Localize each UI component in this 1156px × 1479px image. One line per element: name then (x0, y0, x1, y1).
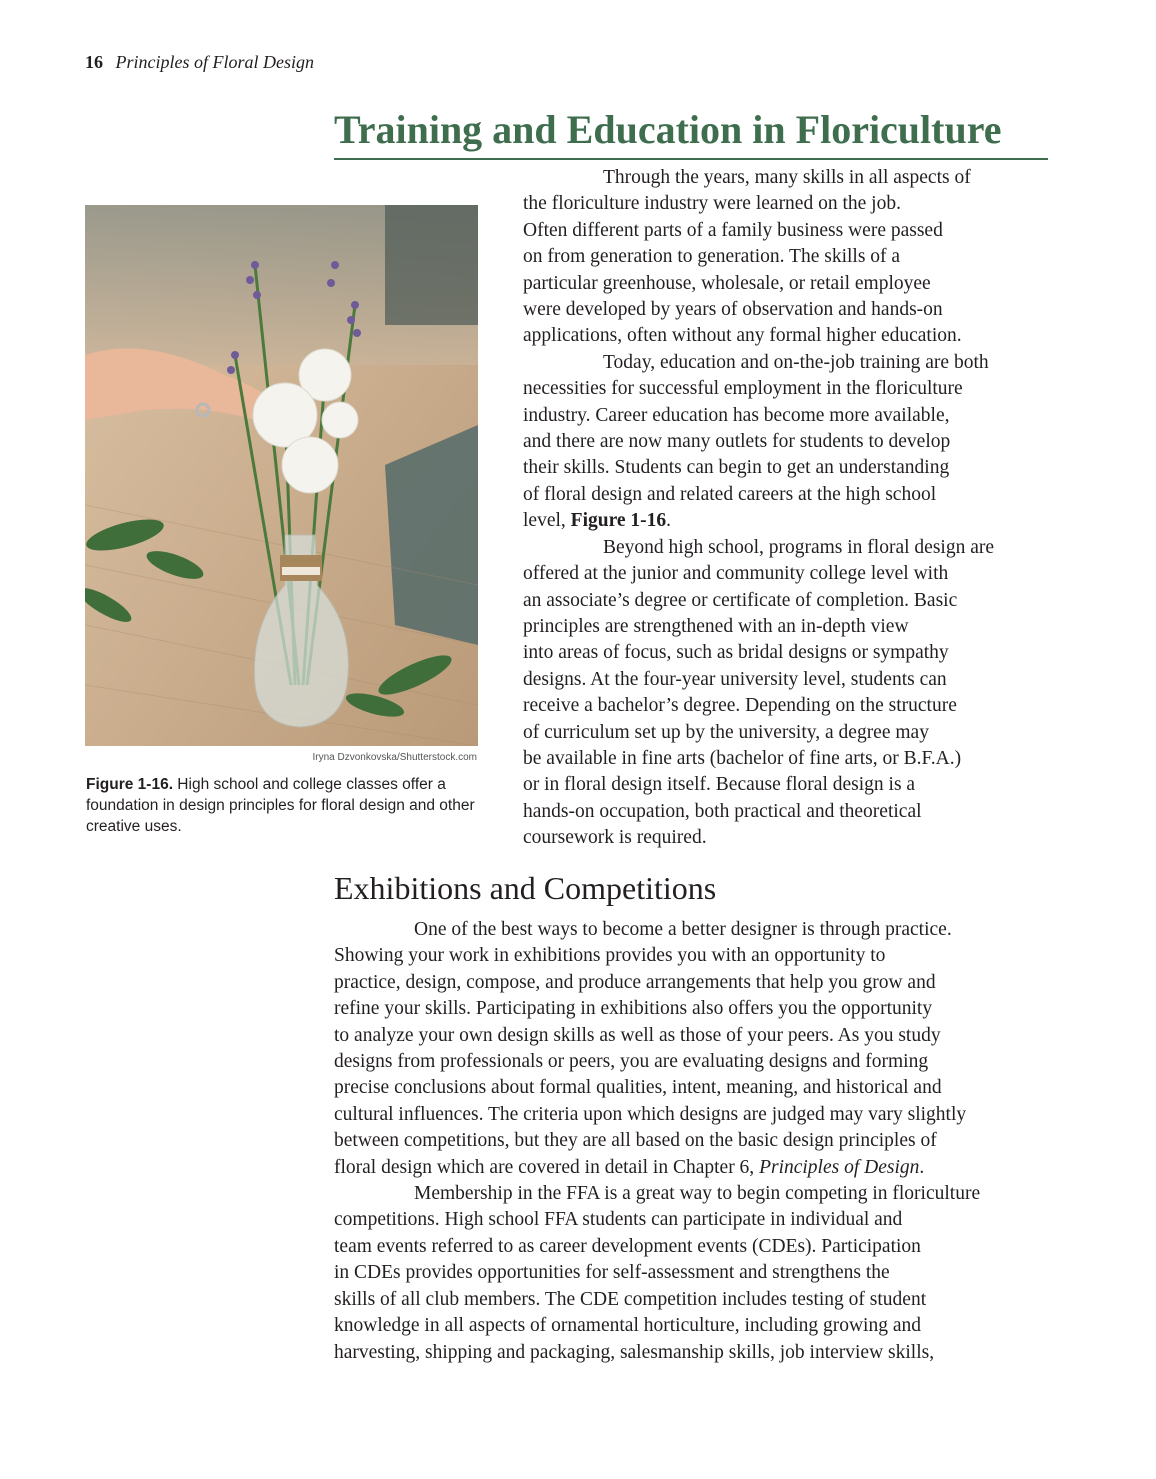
text-line: to analyze your own design skills as well as those of your peers. As you study (334, 1024, 941, 1046)
text-fragment: floral design which are covered in detail in Chapter 6, (334, 1156, 760, 1178)
text-line: hands-on occupation, both practical and theoretical (523, 800, 922, 822)
section2-body (334, 917, 1054, 1366)
text-line: knowledge in all aspects of ornamental horticulture, including growing and (334, 1315, 922, 1337)
text-line: or in floral design itself. Because floral design is a (523, 774, 916, 796)
text-line: particular greenhouse, wholesale, or retail employee (523, 272, 931, 294)
section2-paragraph-2 (334, 1181, 1054, 1366)
page-number: 16 (85, 52, 103, 72)
text-line: refine your skills. Participating in exhibitions also offers you the opportunity (334, 998, 933, 1020)
text-line: Through the years, many skills in all aspects of (603, 167, 971, 188)
text-line: applications, often without any formal higher education. (523, 325, 962, 347)
figure-photo-flowers-in-vase (85, 205, 478, 746)
text-line: principles are strengthened with an in-depth view (523, 615, 909, 637)
text-line: an associate’s degree or certificate of completion. Basic (523, 589, 958, 611)
text-line: were developed by years of observation and hands-on (523, 299, 943, 321)
text-line: cultural influences. The criteria upon which designs are judged may vary slightly (334, 1103, 967, 1125)
text-line: precise conclusions about formal qualities, intent, meaning, and historical and (334, 1077, 942, 1099)
text-line: their skills. Students can begin to get an understanding (523, 457, 950, 479)
photo-credit: Iryna Dzvonkovska/Shutterstock.com (312, 752, 477, 763)
text-line: team events referred to as career development events (CDEs). Participation (334, 1235, 921, 1257)
section2-paragraph-1 (334, 917, 1054, 1181)
running-head (85, 50, 314, 74)
text-line: coursework is required. (523, 827, 707, 849)
text-line: of floral design and related careers at the high school (523, 483, 937, 505)
text-line: industry. Career education has become more available, (523, 404, 950, 426)
text-line: be available in fine arts (bachelor of fine arts, or B.F.A.) (523, 747, 962, 769)
text-line: between competitions, but they are all based on the basic design principles of (334, 1130, 937, 1152)
text-fragment: . (666, 510, 672, 532)
text-line (523, 508, 1053, 534)
text-fragment: . (919, 1156, 925, 1178)
text-fragment: level, (523, 510, 571, 532)
text-line (334, 1155, 1054, 1181)
text-line: designs. At the four-year university level, students can (523, 668, 947, 690)
text-line: One of the best ways to become a better designer is through practice. (414, 919, 952, 940)
section-heading: Exhibitions and Competitions (334, 870, 717, 906)
text-line: on from generation to generation. The skills of a (523, 246, 901, 268)
text-line: in CDEs provides opportunities for self-assessment and strengthens the (334, 1262, 890, 1284)
section1-paragraph-3 (523, 535, 1053, 852)
text-line: Often different parts of a family business were passed (523, 219, 943, 241)
text-line: and there are now many outlets for students to develop (523, 431, 951, 453)
figure-caption-text: High school and college classes offer a foundation in design principles for floral design and other creative uses. (86, 776, 475, 835)
text-line: competitions. High school FFA students can participate in individual and (334, 1209, 903, 1231)
text-line: harvesting, shipping and packaging, salesmanship skills, job interview skills, (334, 1341, 935, 1363)
figure-caption (86, 774, 481, 837)
section1-body (523, 165, 1053, 852)
text-line: practice, design, compose, and produce arrangements that help you grow and (334, 971, 936, 993)
section1-paragraph-1 (523, 165, 1053, 350)
text-line: the floriculture industry were learned on the job. (523, 193, 901, 215)
text-line: of curriculum set up by the university, a degree may (523, 721, 929, 743)
figure-label: Figure 1-16. (86, 776, 173, 793)
text-line: skills of all club members. The CDE competition includes testing of student (334, 1288, 927, 1310)
text-line: Beyond high school, programs in floral design are (603, 536, 994, 558)
section1-paragraph-2 (523, 350, 1053, 535)
text-line: receive a bachelor’s degree. Depending on the structure (523, 695, 957, 717)
page-title: Training and Education in Floriculture (334, 104, 1048, 160)
figure-reference: Figure 1-16 (570, 510, 667, 532)
text-line: Today, education and on-the-job training are both (603, 351, 989, 373)
book-title: Principles of Floral Design (115, 52, 314, 72)
chapter-reference: Principles of Design (759, 1156, 920, 1178)
text-line: designs from professionals or peers, you are evaluating designs and forming (334, 1051, 929, 1073)
text-line: offered at the junior and community college level with (523, 563, 949, 585)
text-line: Showing your work in exhibitions provides you with an opportunity to (334, 945, 886, 967)
text-line: into areas of focus, such as bridal designs or sympathy (523, 642, 949, 664)
text-line: Membership in the FFA is a great way to begin competing in floriculture (414, 1183, 981, 1205)
text-line: necessities for successful employment in the floriculture (523, 378, 963, 400)
